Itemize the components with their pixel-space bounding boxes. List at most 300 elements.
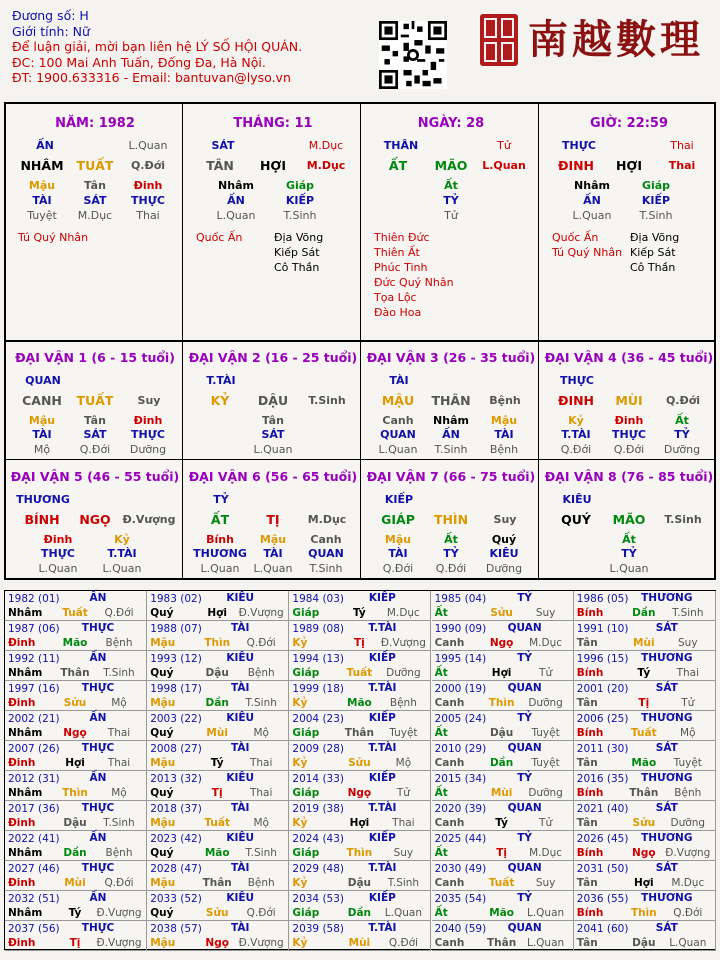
year-ten-god: SÁT xyxy=(655,802,678,814)
luck-hidden-ten-god: QUAN xyxy=(308,547,344,560)
year-label: 2037 (56) xyxy=(8,923,60,935)
year-label: 2008 (27) xyxy=(150,743,202,755)
annual-year-cell xyxy=(289,861,431,891)
year-stem: Tân xyxy=(576,877,598,889)
year-ten-god: ẤN xyxy=(89,592,107,604)
earthly-branch: TUẤT xyxy=(76,158,114,173)
year-stem: Tân xyxy=(576,637,598,649)
year-label: 1984 (03) xyxy=(292,593,345,605)
year-stage: Thai xyxy=(676,667,699,679)
year-label: 1991 (10) xyxy=(576,623,629,635)
hidden-stem: Đinh xyxy=(133,179,163,192)
annual-year-cell xyxy=(289,801,431,831)
year-ten-god: SÁT xyxy=(655,682,678,694)
year-label: 2024 (43) xyxy=(292,833,345,845)
annual-year-cell xyxy=(574,681,716,711)
year-label: 2041 (60) xyxy=(576,923,629,935)
annual-year-cell xyxy=(147,651,289,681)
year-stem: Giáp xyxy=(292,667,320,679)
luck-hidden-stem: Bính xyxy=(206,533,234,546)
year-ten-god: QUAN xyxy=(507,802,542,814)
annual-year-cell xyxy=(289,681,431,711)
year-branch: Mùi xyxy=(206,727,228,739)
luck-stem: BÍNH xyxy=(24,512,60,527)
year-stem: Mậu xyxy=(150,757,176,769)
year-ten-god: TÀI xyxy=(230,862,250,874)
year-label: 2015 (34) xyxy=(434,773,487,785)
year-ten-god: THƯƠNG xyxy=(641,892,693,904)
year-branch: Dần xyxy=(347,907,372,919)
year-ten-god: KIÊU xyxy=(226,592,255,604)
luck-stage: Đ.Vượng xyxy=(122,513,176,526)
hidden-stem: Nhâm xyxy=(574,179,610,192)
year-branch: Ngọ xyxy=(63,727,87,739)
hidden-stem: Giáp xyxy=(641,179,671,192)
year-label: 2034 (53) xyxy=(292,893,345,905)
luck-pillar-cell xyxy=(184,461,362,578)
luck-ten-god: KIÊU xyxy=(562,493,592,506)
heavenly-stem: ẤT xyxy=(388,158,408,173)
year-ten-god: TỶ xyxy=(517,592,532,604)
year-ten-god: KIÊU xyxy=(226,892,255,904)
luck-hidden-ten-god: KIÊU xyxy=(489,547,519,560)
hidden-stem: Tân xyxy=(84,179,106,192)
luck-hidden-stage: Dưỡng xyxy=(663,443,701,456)
year-branch: Thìn xyxy=(630,907,657,919)
year-stage: Q.Đới xyxy=(104,607,134,619)
year-stem: Ất xyxy=(434,607,448,619)
year-stage: Bệnh xyxy=(105,847,133,859)
heavenly-stem: NHÂM xyxy=(20,158,64,173)
year-ten-god: QUAN xyxy=(507,622,542,634)
luck-hidden-stem: Đinh xyxy=(614,414,644,427)
year-branch: Dần xyxy=(489,757,514,769)
year-stem: Giáp xyxy=(292,907,320,919)
year-branch: Tị xyxy=(496,847,507,859)
year-stem: Quý xyxy=(150,607,174,619)
year-branch: Tị xyxy=(354,637,365,649)
luck-pillar-cell xyxy=(362,461,540,578)
year-branch: Hợi xyxy=(633,877,654,889)
star-name: Tú Quý Nhân xyxy=(18,231,89,244)
luck-pillar-cell xyxy=(540,342,718,459)
year-stem: Kỷ xyxy=(292,817,308,829)
luck-hidden-stem: Ất xyxy=(444,533,458,546)
luck-ten-god: THỰC xyxy=(560,374,594,387)
hidden-stage: Thai xyxy=(136,209,160,222)
luck-pillar-cell xyxy=(6,461,184,578)
brand-logo: 南越數理 xyxy=(528,16,704,63)
year-stem: Mậu xyxy=(150,877,176,889)
year-stem: Đinh xyxy=(8,877,36,889)
year-label: 1999 (18) xyxy=(292,683,345,695)
year-label: 2039 (58) xyxy=(292,923,345,935)
luck-hidden-stage: T.Sinh xyxy=(309,562,343,575)
year-stage: Suy xyxy=(535,877,556,889)
year-label: 2021 (40) xyxy=(576,803,629,815)
year-ten-god: THỰC xyxy=(81,682,115,694)
luck-pillar-title: ĐẠI VẬN 1 (6 - 15 tuổi) xyxy=(15,350,175,365)
year-stem: Mậu xyxy=(150,637,176,649)
luck-hidden-stem: Tân xyxy=(262,414,284,427)
star-name: Địa Võng xyxy=(274,231,324,244)
annual-year-cell xyxy=(147,711,289,741)
year-branch: Mão xyxy=(489,907,514,919)
luck-hidden-stem: Mậu xyxy=(384,533,412,546)
year-ten-god: THƯƠNG xyxy=(641,832,693,844)
year-stage: Mộ xyxy=(111,787,127,799)
year-stage: Q.Đới xyxy=(673,907,703,919)
star-name: Phúc Tinh xyxy=(374,261,428,274)
annual-year-cell xyxy=(432,741,574,771)
luck-branch: THÂN xyxy=(431,393,471,408)
year-branch: Dậu xyxy=(347,877,372,889)
year-ten-god: KIẾP xyxy=(368,772,396,784)
year-ten-god: KIÊU xyxy=(226,832,255,844)
hidden-stem: Giáp xyxy=(285,179,315,192)
year-branch: Tị xyxy=(69,937,81,949)
year-stem: Ất xyxy=(434,787,448,799)
luck-hidden-stem: Mậu xyxy=(28,414,56,427)
luck-hidden-ten-god: SÁT xyxy=(83,428,107,441)
year-branch: Tý xyxy=(68,907,82,919)
year-label: 2000 (19) xyxy=(434,683,487,695)
year-branch: Dậu xyxy=(632,937,656,949)
hidden-ten-god: ẤN xyxy=(583,194,601,207)
year-stage: Tử xyxy=(396,787,410,799)
year-label: 1988 (07) xyxy=(150,623,202,635)
luck-hidden-ten-god: THƯƠNG xyxy=(193,547,247,560)
year-stage: Thai xyxy=(107,727,131,739)
star-name: Cô Thần xyxy=(630,261,676,274)
luck-stage: Suy xyxy=(137,394,161,407)
annual-year-cell xyxy=(574,711,716,741)
year-stem: Kỷ xyxy=(292,937,308,949)
year-label: 2022 (41) xyxy=(8,833,60,845)
year-ten-god: THỰC xyxy=(81,742,115,754)
year-stem: Bính xyxy=(576,907,604,919)
annual-year-cell xyxy=(147,831,289,861)
year-stem: Tân xyxy=(576,937,598,949)
year-branch: Mùi xyxy=(348,937,371,949)
star-name: Quốc Ấn xyxy=(196,231,243,244)
luck-hidden-stem: Canh xyxy=(382,414,414,427)
year-branch: Mùi xyxy=(633,637,655,649)
year-stage: Mộ xyxy=(680,727,696,739)
pillar-cell xyxy=(184,104,362,340)
luck-hidden-ten-god: TÀI xyxy=(263,547,283,560)
luck-hidden-stem: Kỷ xyxy=(568,414,584,427)
luck-hidden-stage: L.Quan xyxy=(38,562,78,575)
year-label: 1992 (11) xyxy=(8,653,60,665)
year-label: 2033 (52) xyxy=(150,893,202,905)
year-ten-god: T.TÀI xyxy=(368,862,397,874)
gender: Giới tính: Nữ xyxy=(12,23,90,39)
year-ten-god: TÀI xyxy=(230,682,250,694)
luck-hidden-stem: Ất xyxy=(675,414,689,427)
luck-pillar-title: ĐẠI VẬN 5 (46 - 55 tuổi) xyxy=(10,469,180,484)
year-ten-god: THƯƠNG xyxy=(641,712,693,724)
year-label: 2030 (49) xyxy=(434,863,487,875)
year-branch: Hợi xyxy=(491,667,512,679)
year-ten-god: T.TÀI xyxy=(368,682,397,694)
year-stage: Đ.Vượng xyxy=(238,937,284,949)
year-label: 1994 (13) xyxy=(292,653,345,665)
year-label: 1987 (06) xyxy=(8,623,60,635)
year-stage: Bệnh xyxy=(105,637,133,649)
year-label: 2023 (42) xyxy=(150,833,202,845)
year-branch: Dậu xyxy=(205,667,229,679)
year-ten-god: ẤN xyxy=(89,712,107,724)
year-branch: Mùi xyxy=(64,877,86,889)
year-branch: Thìn xyxy=(204,637,231,649)
annual-year-cell xyxy=(432,651,574,681)
pillar-ten-god: THÂN xyxy=(383,139,419,152)
luck-ten-god: TỶ xyxy=(213,493,229,506)
luck-stem: GIÁP xyxy=(381,512,415,527)
year-stage: Tử xyxy=(681,697,695,709)
year-stem: Nhâm xyxy=(8,607,43,619)
luck-branch: DẬU xyxy=(257,393,289,408)
year-branch: Hợi xyxy=(65,757,85,769)
luck-hidden-stage: Dưỡng xyxy=(485,562,523,575)
year-stem: Đinh xyxy=(8,757,36,769)
year-stage: M.Dục xyxy=(386,607,420,619)
year-stage: Q.Đới xyxy=(104,877,134,889)
year-ten-god: SÁT xyxy=(655,922,678,934)
annual-year-cell xyxy=(432,921,574,951)
luck-ten-god: QUAN xyxy=(25,374,61,387)
branch-stage: M.Dục xyxy=(306,159,346,172)
address: ĐC: 100 Mai Anh Tuấn, Đống Đa, Hà Nội. xyxy=(12,54,266,70)
annual-year-cell xyxy=(432,591,574,621)
year-stage: Đ.Vượng xyxy=(380,637,426,649)
year-stem: Nhâm xyxy=(8,727,43,739)
year-label: 2005 (24) xyxy=(434,713,487,725)
pillar-title: GIỜ: 22:59 xyxy=(590,116,668,131)
hidden-ten-god: THỰC xyxy=(131,194,165,207)
qr-code-icon[interactable] xyxy=(379,21,447,89)
year-stage: T.Sinh xyxy=(103,817,135,829)
year-stage: Mộ xyxy=(253,727,269,739)
year-branch: Tý xyxy=(353,607,366,619)
year-ten-god: TỶ xyxy=(517,892,532,904)
year-label: 2032 (51) xyxy=(8,893,60,905)
luck-hidden-stem: Tân xyxy=(84,414,106,427)
luck-hidden-stem: Kỷ xyxy=(114,533,130,546)
luck-hidden-stem: Mậu xyxy=(259,533,287,546)
year-ten-god: TÀI xyxy=(230,622,250,634)
seal-stamp-icon xyxy=(480,14,518,66)
year-label: 2035 (54) xyxy=(434,893,487,905)
annual-year-cell xyxy=(147,591,289,621)
contact-note: Để luận giải, mời bạn liên hệ LÝ SỐ HỘI QUÁN. xyxy=(12,39,303,54)
year-stem: Kỷ xyxy=(292,637,308,649)
year-branch: Tuất xyxy=(488,877,515,889)
year-label: 2004 (23) xyxy=(292,713,345,725)
year-stem: Đinh xyxy=(8,937,36,949)
year-stage: L.Quan xyxy=(384,907,422,919)
year-stem: Canh xyxy=(434,937,465,949)
luck-ten-god: KIẾP xyxy=(384,493,414,506)
luck-branch: MÙI xyxy=(615,393,643,408)
hidden-stage: L.Quan xyxy=(216,209,256,222)
annual-year-cell xyxy=(574,741,716,771)
year-stage: Đ.Vượng xyxy=(665,847,711,859)
annual-year-cell xyxy=(147,891,289,921)
hidden-ten-god: ẤN xyxy=(227,194,245,207)
year-ten-god: KIẾP xyxy=(368,592,396,604)
star-name: Thiên Ất xyxy=(374,246,420,259)
year-branch: Mùi xyxy=(490,787,513,799)
star-name: Địa Võng xyxy=(630,231,680,244)
year-branch: Dậu xyxy=(63,817,87,829)
year-stem: Bính xyxy=(576,847,604,859)
year-branch: Dần xyxy=(632,607,656,619)
annual-year-cell xyxy=(5,711,147,741)
luck-pillar-title: ĐẠI VẬN 2 (16 - 25 tuổi) xyxy=(188,350,358,365)
annual-year-cell xyxy=(432,891,574,921)
year-label: 2029 (48) xyxy=(292,863,345,875)
luck-hidden-stage: Bệnh xyxy=(489,443,519,456)
luck-hidden-ten-god: TÀI xyxy=(494,428,514,441)
year-stem: Canh xyxy=(434,877,465,889)
year-ten-god: KIÊU xyxy=(226,712,255,724)
year-stem: Nhâm xyxy=(8,667,43,679)
year-stage: Tuyệt xyxy=(531,727,560,739)
luck-hidden-ten-god: ẤN xyxy=(442,428,460,441)
year-ten-god: THƯƠNG xyxy=(641,652,693,664)
luck-pillar-cell xyxy=(540,461,718,578)
hidden-stem: Mậu xyxy=(28,179,56,192)
luck-hidden-stem: Canh xyxy=(310,533,342,546)
pillar-stage: L.Quan xyxy=(128,139,168,152)
year-stage: T.Sinh xyxy=(672,607,704,619)
year-stage: Mộ xyxy=(253,817,269,829)
annual-year-cell xyxy=(5,681,147,711)
year-ten-god: KIẾP xyxy=(368,832,396,844)
year-stage: T.Sinh xyxy=(387,877,420,889)
year-branch: Hợi xyxy=(207,607,227,619)
year-stem: Tân xyxy=(576,817,598,829)
luck-branch: THÌN xyxy=(433,512,469,527)
year-label: 1998 (17) xyxy=(150,683,202,695)
luck-pillar-cell xyxy=(184,342,362,459)
annual-year-cell xyxy=(432,621,574,651)
year-label: 2019 (38) xyxy=(292,803,345,815)
luck-pillar-cell xyxy=(362,342,540,459)
hidden-stage: Tử xyxy=(444,209,458,222)
year-stem: Giáp xyxy=(292,847,320,859)
annual-year-cell xyxy=(574,861,716,891)
year-label: 1986 (05) xyxy=(576,593,629,605)
year-branch: Sửu xyxy=(63,697,87,709)
luck-hidden-stage: L.Quan xyxy=(378,443,418,456)
year-stage: Đ.Vượng xyxy=(238,607,284,619)
year-ten-god: TÀI xyxy=(230,742,250,754)
annual-year-cell xyxy=(432,771,574,801)
year-branch: Thân xyxy=(629,787,659,799)
star-name: Đức Quý Nhân xyxy=(374,276,454,289)
annual-year-cell xyxy=(5,921,147,951)
pillar-ten-god: THỰC xyxy=(562,139,596,152)
branch-stage: Thai xyxy=(668,159,696,172)
annual-year-cell xyxy=(5,831,147,861)
luck-stem: ẤT xyxy=(210,512,230,527)
four-pillars-grid xyxy=(4,102,716,580)
branch-stage: L.Quan xyxy=(482,159,526,172)
year-label: 1982 (01) xyxy=(8,593,60,605)
luck-stage: Q.Đới xyxy=(665,394,701,407)
year-stage: Tử xyxy=(539,817,553,829)
year-label: 2006 (25) xyxy=(576,713,629,725)
year-stem: Bính xyxy=(576,607,604,619)
hidden-ten-god: SÁT xyxy=(83,194,107,207)
year-branch: Ngọ xyxy=(489,637,514,649)
hidden-stage: L.Quan xyxy=(572,209,612,222)
year-label: 2026 (45) xyxy=(576,833,629,845)
year-ten-god: KIÊU xyxy=(226,772,255,784)
year-ten-god: QUAN xyxy=(507,742,542,754)
year-stem: Tân xyxy=(576,697,598,709)
year-branch: Dậu xyxy=(489,727,514,739)
year-branch: Ngọ xyxy=(632,847,656,859)
luck-branch: MÃO xyxy=(612,512,646,527)
year-stem: Quý xyxy=(150,847,174,859)
year-stem: Mậu xyxy=(150,697,176,709)
year-stem: Quý xyxy=(150,787,174,799)
star-name: Tú Quý Nhân xyxy=(552,246,623,259)
year-stem: Mậu xyxy=(150,817,176,829)
year-stem: Ất xyxy=(434,907,448,919)
year-stage: M.Dục xyxy=(529,847,563,859)
star-name: Thiên Đức xyxy=(374,231,430,244)
year-branch: Mão xyxy=(204,847,230,859)
annual-year-cell xyxy=(574,921,716,951)
luck-hidden-stage: Q.Đới xyxy=(79,443,111,456)
year-label: 2016 (35) xyxy=(576,773,629,785)
pillar-stage: M.Dục xyxy=(308,139,344,152)
year-ten-god: KIẾP xyxy=(368,892,396,904)
year-stem: Canh xyxy=(434,637,465,649)
star-name: Quốc Ấn xyxy=(552,231,599,244)
year-ten-god: TỶ xyxy=(517,712,532,724)
year-label: 1993 (12) xyxy=(150,653,202,665)
earthly-branch: MÃO xyxy=(434,158,468,173)
year-stage: Suy xyxy=(535,607,556,619)
pillar-title: NGÀY: 28 xyxy=(417,116,485,131)
year-branch: Ngọ xyxy=(205,937,229,949)
star-name: Kiếp Sát xyxy=(630,246,676,259)
year-stem: Tân xyxy=(576,757,598,769)
luck-pillar-title: ĐẠI VẬN 3 (26 - 35 tuổi) xyxy=(366,350,536,365)
luck-hidden-stem: Nhâm xyxy=(433,414,469,427)
year-label: 1995 (14) xyxy=(434,653,487,665)
year-label: 2011 (30) xyxy=(576,743,629,755)
year-label: 1989 (08) xyxy=(292,623,345,635)
year-stage: T.Sinh xyxy=(103,667,135,679)
annual-year-cell xyxy=(432,711,574,741)
year-branch: Thìn xyxy=(488,697,515,709)
year-ten-god: THỰC xyxy=(81,862,115,874)
star-name: Kiếp Sát xyxy=(274,246,320,259)
annual-year-cell xyxy=(289,831,431,861)
year-stem: Canh xyxy=(434,757,465,769)
year-branch: Ngọ xyxy=(347,787,372,799)
hidden-stage: Tuyệt xyxy=(27,209,57,222)
pillar-title: THÁNG: 11 xyxy=(233,116,313,131)
year-branch: Hợi xyxy=(349,817,370,829)
